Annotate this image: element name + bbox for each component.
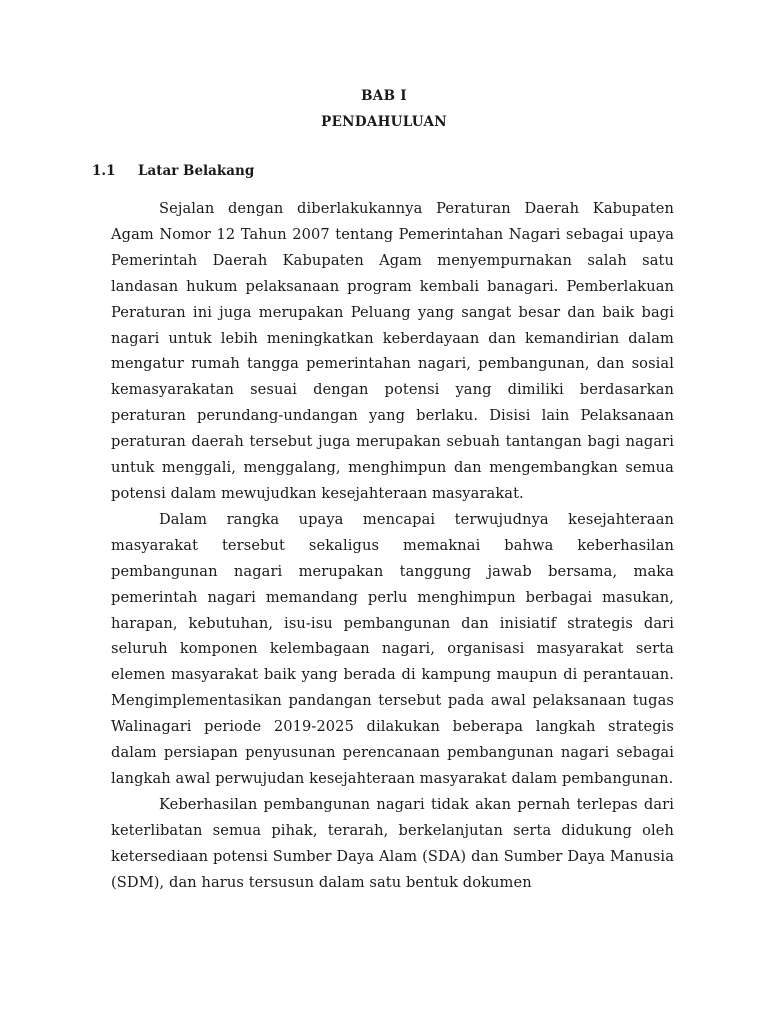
paragraph: Sejalan dengan diberlakukannya Peraturan Daerah Kabupaten Agam Nomor 12 Tahun 2007 tentang Pemerintahan Nagari sebagai upaya Pemerintah Daerah Kabupaten Agam menyempurnakan salah satu landasan hukum pelaksanaan program kembali banagari. Pemberlakuan Peraturan ini juga merupakan Peluang yang sangat besar dan baik bagi nagari untuk lebih meningkatkan keberdayaan dan kemandirian dalam mengatur rumah tangga pemerintahan nagari, pembangunan, dan sosial kemasyarakatan sesuai dengan potensi yang dimiliki berdasarkan peraturan perundang-undangan yang berlaku. Disisi lain Pelaksanaan peraturan daerah tersebut juga merupakan sebuah tantangan bagi nagari untuk menggali, menggalang, menghimpun dan mengembangkan semua potensi dalam mewujudkan kesejahteraan masyarakat.	[111, 200, 674, 502]
chapter-title: PENDAHULUAN	[321, 114, 447, 130]
body-text	[111, 196, 674, 895]
section-heading	[92, 163, 254, 179]
section-title: Latar Belakang	[138, 163, 255, 179]
section-number: 1.1	[92, 163, 116, 179]
paragraph: Dalam rangka upaya mencapai terwujudnya kesejahteraan masyarakat tersebut sekaligus memaknai bahwa keberhasilan pembangunan nagari merupakan tanggung jawab bersama, maka pemerintah nagari memandang perlu menghimpun berbagai masukan, harapan, kebutuhan, isu-isu pembangunan dan inisiatif strategis dari seluruh komponen kelembagaan nagari, organisasi masyarakat serta elemen masyarakat baik yang berada di kampung maupun di perantauan. Mengimplementasikan pandangan tersebut pada awal pelaksanaan tugas Walinagari periode 2019-2025 dilakukan beberapa langkah strategis dalam persiapan penyusunan perencanaan pembangunan nagari sebagai langkah awal perwujudan kesejahteraan masyarakat dalam pembangunan.	[111, 510, 674, 787]
chapter-number: BAB I	[361, 88, 407, 104]
paragraph: Keberhasilan pembangunan nagari tidak akan pernah terlepas dari keterlibatan semua pihak, terarah, berkelanjutan serta didukung oleh ketersediaan potensi Sumber Daya Alam (SDA) dan Sumber Daya Manusia (SDM), dan harus tersusun dalam satu bentuk dokumen	[111, 795, 674, 891]
